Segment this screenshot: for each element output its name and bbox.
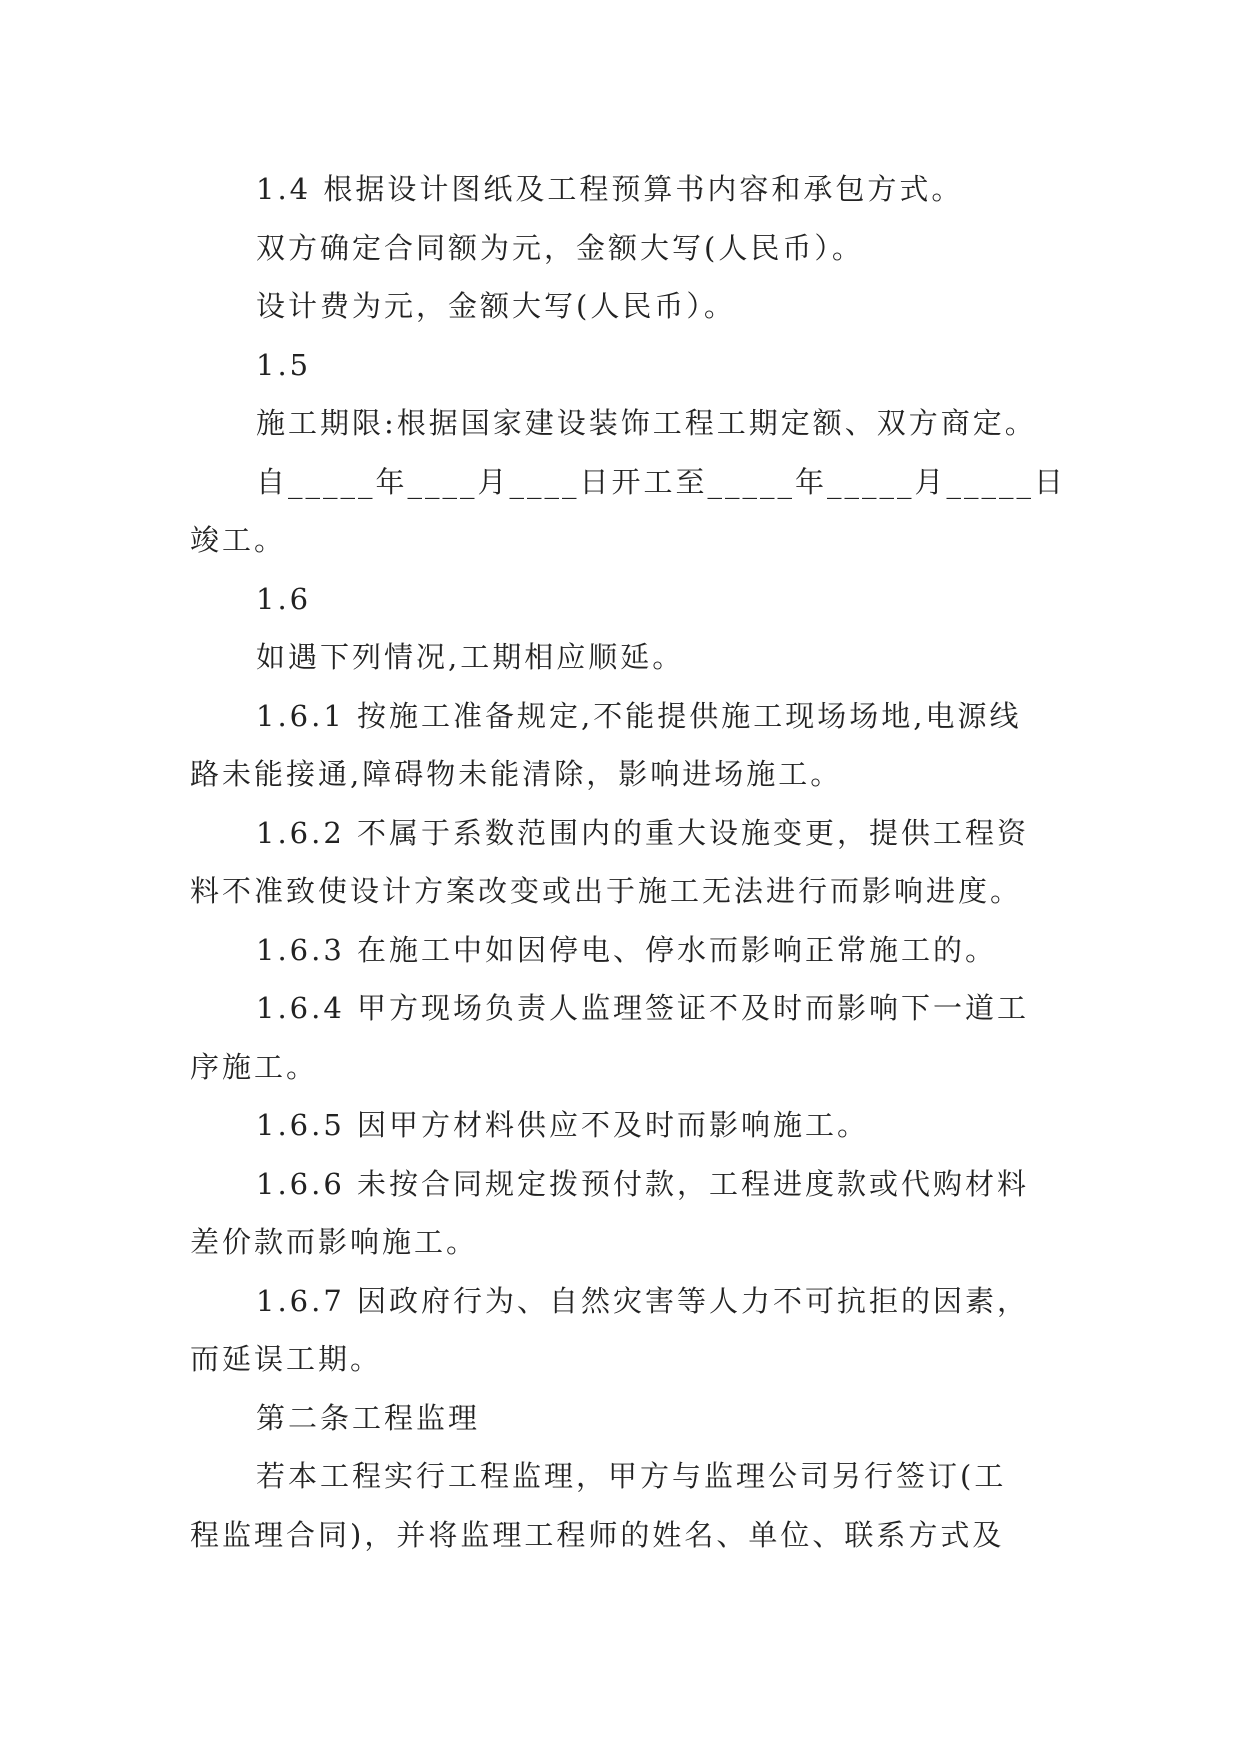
- paragraph-line: 1.6.3 在施工中如因停电、停水而影响正常施工的。: [256, 932, 998, 967]
- paragraph-line: 设计费为元，金额大写(人民币）。: [256, 289, 736, 323]
- paragraph-line: 1.6.1 按施工准备规定,不能提供施工现场场地,电源线: [256, 698, 1022, 733]
- paragraph-line: 自_____年____月____日开工至_____年_____月_____日: [256, 464, 1067, 499]
- paragraph-line: 1.6.2 不属于系数范围内的重大设施变更，提供工程资: [256, 815, 1030, 850]
- section-number: 1.5: [256, 347, 312, 382]
- paragraph-line: 1.4 根据设计图纸及工程预算书内容和承包方式。: [256, 172, 964, 206]
- paragraph-line: 1.6.5 因甲方材料供应不及时而影响施工。: [256, 1108, 870, 1142]
- paragraph-line-continued: 料不准致使设计方案改变或出于施工无法进行而影响进度。: [190, 874, 1023, 908]
- paragraph-line: 如遇下列情况,工期相应顺延。: [256, 640, 685, 674]
- paragraph-line: 施工期限:根据国家建设装饰工程工期定额、双方商定。: [256, 406, 1037, 440]
- paragraph-line: 1.6.7 因政府行为、自然灾害等人力不可抗拒的因素，: [256, 1283, 1030, 1318]
- paragraph-line: 双方确定合同额为元，金额大写(人民币）。: [256, 230, 864, 265]
- paragraph-line-continued: 竣工。: [190, 523, 287, 557]
- paragraph-line-continued: 序施工。: [190, 1049, 319, 1084]
- paragraph-line: 1.6.4 甲方现场负责人监理签证不及时而影响下一道工: [256, 991, 1030, 1025]
- paragraph-line: 1.6.6 未按合同规定拨预付款，工程进度款或代购材料: [256, 1166, 1030, 1201]
- paragraph-line-continued: 而延误工期。: [190, 1342, 383, 1376]
- article-heading: 第二条工程监理: [256, 1400, 481, 1435]
- paragraph-line-continued: 程监理合同)，并将监理工程师的姓名、单位、联系方式及: [190, 1517, 1005, 1552]
- paragraph-line-continued: 路未能接通,障碍物未能清除，影响进场施工。: [190, 757, 843, 791]
- document-body: [190, 160, 1067, 1564]
- paragraph-line: 若本工程实行工程监理，甲方与监理公司另行签订(工: [256, 1459, 1007, 1493]
- section-number: 1.6: [256, 581, 312, 616]
- paragraph-line-continued: 差价款而影响施工。: [190, 1225, 479, 1259]
